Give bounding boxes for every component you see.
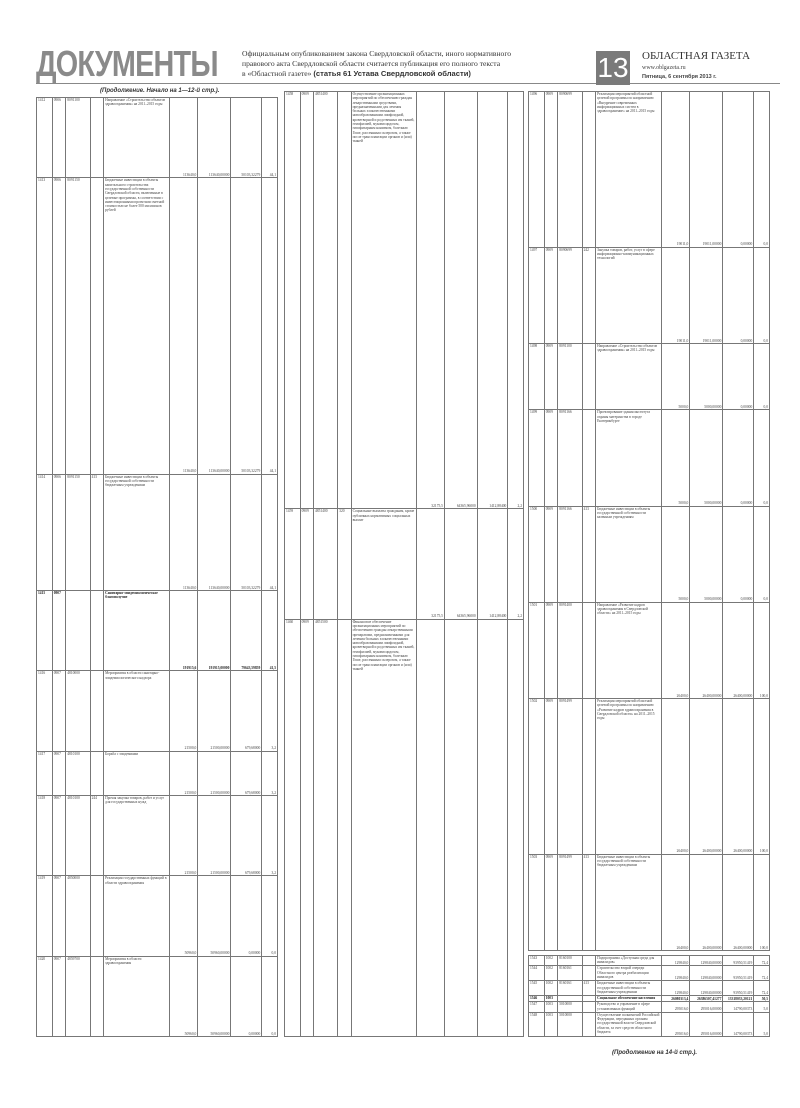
- cell-v3: 0,00000: [231, 956, 262, 1036]
- cell-vr: [582, 410, 596, 506]
- page-header: [36, 45, 780, 84]
- table-row: [285, 92, 524, 509]
- cell-sec: 1003: [544, 1012, 558, 1036]
- cell-v3: 679,68000: [231, 795, 262, 875]
- cell-v3: 50103,32279: [231, 98, 262, 178]
- cell-n: 1502: [529, 698, 545, 854]
- cell-vr: [90, 671, 104, 751]
- table-row: [529, 956, 770, 966]
- cell-vr: 413: [582, 854, 596, 950]
- cell-csr: 4851500: [313, 619, 337, 1036]
- cell-vr: [582, 966, 596, 981]
- cell-vr: 320: [338, 509, 351, 619]
- cell-n: 1500: [529, 506, 545, 602]
- cell-v1: 26400,0: [661, 698, 690, 854]
- cell-v2: 21500,00000: [198, 795, 231, 875]
- cell-desc: Реализация государственных функций в области здравоохранения: [104, 876, 170, 956]
- cell-vr: 244: [90, 795, 104, 875]
- cell-sec: 0906: [52, 474, 66, 590]
- cell-desc: Направление «Развитие кадров здравоохранения в Свердловской области» на 2011–2015 годы: [596, 602, 662, 698]
- cell-n: 1412: [37, 98, 53, 178]
- cell-csr: 8091150: [66, 178, 90, 474]
- cell-vr: 242: [582, 247, 596, 343]
- cell-v1: 295016,0: [661, 1012, 690, 1036]
- cell-p: [508, 619, 524, 1036]
- cell-csr: 4859700: [66, 956, 90, 1036]
- cell-desc: Мероприятия в области здравоохранения: [104, 956, 170, 1036]
- cell-vr: [582, 343, 596, 409]
- cell-n: 1459: [285, 509, 301, 619]
- cell-v1: 129840,0: [661, 966, 690, 981]
- cell-csr: 4851400: [313, 509, 337, 619]
- newspaper-url[interactable]: www.oblgazeta.ru: [642, 65, 686, 71]
- cell-csr: 8091100: [66, 98, 90, 178]
- cell-v3: 1412,88400: [477, 509, 508, 619]
- cell-p: 100,0: [754, 854, 770, 950]
- page-number: 13: [597, 52, 629, 83]
- cell-n: 1460: [285, 619, 301, 1036]
- cell-sec: 0909: [544, 506, 558, 602]
- table-row: [37, 98, 278, 178]
- cell-p: 41,5: [262, 590, 278, 670]
- cell-v2: 5000,00000: [690, 343, 723, 409]
- table-row: [37, 590, 278, 670]
- cell-sec: 0907: [52, 795, 66, 875]
- cell-v1: 129840,0: [661, 981, 690, 996]
- cell-vr: [338, 619, 351, 1036]
- cell-desc: Проектирование здания института охраны материнства в городе Екатеринбурге: [596, 410, 662, 506]
- cell-v1: 26400,0: [661, 854, 690, 950]
- cell-v2: 19011,00000: [690, 247, 723, 343]
- cell-vr: [90, 876, 104, 956]
- cell-desc: Бюджетные инвестиции в объекты государственной собственности бюджетным учреждениям: [104, 474, 170, 590]
- cell-p: 5,0: [754, 1012, 770, 1036]
- newspaper-name: ОБЛАСТНАЯ ГАЗЕТА: [642, 50, 751, 62]
- cell-v1: 191915,6: [169, 590, 198, 670]
- cell-vr: 413: [90, 474, 104, 590]
- cell-p: 3,2: [262, 751, 278, 795]
- cell-vr: 413: [582, 981, 596, 996]
- cell-v1: 113640,0: [169, 474, 198, 590]
- table-row: [37, 956, 278, 1036]
- cell-v2: 64365,96000: [444, 509, 477, 619]
- table-row: [529, 92, 770, 248]
- cell-n: 1416: [37, 671, 53, 751]
- cell-n: 1458: [285, 92, 301, 509]
- table-row: [529, 1012, 770, 1036]
- cell-sec: 1002: [544, 956, 558, 966]
- cell-v1: 129840,0: [661, 956, 690, 966]
- cell-n: 1497: [529, 247, 545, 343]
- cell-sec: 0907: [52, 751, 66, 795]
- section-title: ДОКУМЕНТЫ: [36, 43, 218, 84]
- cell-desc: Борьба с эпидемиями: [104, 751, 170, 795]
- table-column-1: [36, 97, 278, 1037]
- issue-date: Пятница, 6 сентября 2013 г.: [642, 74, 717, 80]
- table-row: [37, 795, 278, 875]
- cell-csr: [66, 590, 90, 670]
- cell-n: 1498: [529, 343, 545, 409]
- cell-csr: 8091166: [558, 410, 582, 506]
- cell-sec: 0907: [52, 876, 66, 956]
- cell-desc: Подпрограмма «Доступная среда для инвалидов»: [596, 956, 662, 966]
- cell-p: 44,1: [262, 178, 278, 474]
- cell-v2: 5000,00000: [690, 410, 723, 506]
- cell-p: 5,0: [754, 1002, 770, 1012]
- cell-v2: [444, 619, 477, 1036]
- cell-v3: 679,68000: [231, 671, 262, 751]
- cell-sec: 1002: [544, 981, 558, 996]
- lead-line: в «Областной газете»: [242, 69, 312, 78]
- table-row: [529, 1002, 770, 1012]
- cell-sec: 1002: [544, 966, 558, 981]
- cell-n: 1501: [529, 602, 545, 698]
- table-row: [529, 247, 770, 343]
- table-column-3-bottom: [528, 955, 770, 1037]
- cell-desc: Закупка товаров, работ, услуг в сфере информационно-коммуникационных технологий: [596, 247, 662, 343]
- budget-table: [284, 91, 524, 1037]
- cell-v2: 191915,00000: [198, 590, 231, 670]
- cell-sec: 0907: [52, 671, 66, 751]
- cell-csr: 8160161: [558, 966, 582, 981]
- budget-table: [36, 97, 278, 1037]
- lead-bold: (статья 61 Устава Свердловской области): [313, 69, 471, 78]
- cell-n: 1545: [529, 981, 545, 996]
- cell-sec: 0906: [52, 98, 66, 178]
- cell-vr: [338, 92, 351, 509]
- cell-sec: 0909: [544, 247, 558, 343]
- cell-p: 0,0: [754, 506, 770, 602]
- cell-v2: 129840,00000: [690, 966, 723, 981]
- cell-n: 1546: [529, 996, 545, 1002]
- budget-table: [528, 955, 770, 1037]
- table-row: [37, 876, 278, 956]
- cell-v3: 0,00000: [723, 343, 754, 409]
- cell-csr: 5010000: [558, 1012, 582, 1036]
- cell-v1: 5000,0: [661, 506, 690, 602]
- cell-desc: Бюджетные инвестиции в объекты капитального строительства государственной собственности Свердловской области, включенные в целевые программы, в соответствии с инвестиционными проектами сметной стоимостью не более 500 миллионов рублей: [104, 178, 170, 474]
- cell-sec: 1003: [544, 1002, 558, 1012]
- cell-p: 0,0: [262, 876, 278, 956]
- cell-n: 1544: [529, 966, 545, 981]
- cell-v1: 5000,0: [661, 410, 690, 506]
- cell-v3: 93950,51419: [723, 981, 754, 996]
- cell-sec: 0909: [300, 509, 313, 619]
- cell-v2: 19011,00000: [690, 92, 723, 248]
- table-row: [529, 966, 770, 981]
- cell-csr: 8160161: [558, 981, 582, 996]
- table-row: [529, 854, 770, 950]
- cell-p: 72,4: [754, 956, 770, 966]
- cell-v3: 26400,00000: [723, 602, 754, 698]
- cell-vr: 413: [582, 506, 596, 602]
- cell-v3: 0,00000: [723, 506, 754, 602]
- cell-desc: Социальные выплаты гражданам, кроме публичных нормативных социальных выплат: [351, 509, 416, 619]
- cell-v2: 50960,00000: [198, 956, 231, 1036]
- cell-p: 0,0: [262, 956, 278, 1036]
- cell-n: 1413: [37, 178, 53, 474]
- cell-vr: [582, 1012, 596, 1036]
- cell-vr: [90, 178, 104, 474]
- cell-v2: 26386507,41277: [690, 996, 723, 1002]
- cell-csr: 8091166: [558, 506, 582, 602]
- cell-v3: 26400,00000: [723, 854, 754, 950]
- cell-v1: 5000,0: [661, 343, 690, 409]
- cell-n: 1499: [529, 410, 545, 506]
- cell-v3: 93950,51419: [723, 966, 754, 981]
- cell-sec: 0909: [544, 92, 558, 248]
- cell-v2: 129840,00000: [690, 956, 723, 966]
- cell-sec: 0909: [544, 698, 558, 854]
- cell-n: 1414: [37, 474, 53, 590]
- cell-desc: Бюджетные инвестиции в объекты государственной собственности бюджетным учреждениям: [596, 981, 662, 996]
- cell-sec: 0906: [52, 178, 66, 474]
- cell-v1: 32175,5: [416, 92, 444, 509]
- cell-p: 72,4: [754, 981, 770, 996]
- cell-sec: 0907: [52, 956, 66, 1036]
- cell-v1: 295016,0: [661, 1002, 690, 1012]
- cell-sec: 0909: [300, 619, 313, 1036]
- cell-v1: 50960,0: [169, 956, 198, 1036]
- cell-p: 2,2: [508, 92, 524, 509]
- cell-vr: [582, 698, 596, 854]
- cell-vr: [582, 1002, 596, 1012]
- cell-csr: 8091499: [558, 854, 582, 950]
- cell-v2: 295016,00000: [690, 1012, 723, 1036]
- cell-desc: Осуществление полномочий Российской Федерации, переданных органам государственной власти Свердловской области, за счет средств областного бюджета: [596, 1012, 662, 1036]
- cell-desc: Строительство второй очереди Областного центра реабилитации инвалидов: [596, 966, 662, 981]
- cell-desc: Реализация мероприятий областной целевой программы по направлению «Внедрение современных информационных систем в здравоохранение» на 2011–2015 годы: [596, 92, 662, 248]
- cell-v2: 113640,00000: [198, 474, 231, 590]
- cell-sec: 0909: [544, 410, 558, 506]
- cell-desc: Мероприятия в области санитарно-эпидемиологического надзора: [104, 671, 170, 751]
- cell-v2: 26400,00000: [690, 698, 723, 854]
- cell-v3: 1412,88400: [477, 92, 508, 509]
- cell-csr: 5010000: [558, 1002, 582, 1012]
- cell-p: 0,0: [754, 410, 770, 506]
- cell-csr: 8091150: [66, 474, 90, 590]
- cell-p: 44,1: [262, 98, 278, 178]
- cell-v3: 26400,00000: [723, 698, 754, 854]
- continued-to: (Продолжение на 14-й стр.).: [612, 1050, 698, 1056]
- cell-csr: 4851400: [313, 92, 337, 509]
- cell-csr: 4810100: [66, 795, 90, 875]
- cell-csr: 4850000: [66, 876, 90, 956]
- table-column-2: [284, 91, 524, 1037]
- cell-csr: 8090699: [558, 247, 582, 343]
- cell-v2: 26400,00000: [690, 854, 723, 950]
- cell-csr: 8090699: [558, 92, 582, 248]
- cell-v1: 26400,0: [661, 602, 690, 698]
- cell-v1: 19011,0: [661, 92, 690, 248]
- cell-desc: Социальное обеспечение населения: [596, 996, 662, 1002]
- table-row: [285, 619, 524, 1036]
- lead-line: Официальным опубликованием закона Свердловской области, иного нормативного: [242, 49, 512, 58]
- cell-desc: Финансовое обеспечение организационных мероприятий по обеспечению граждан лекарственными препаратами, предназначенными для лечения больных злокачественными новообразованиями лимфоидной, кроветворной и родственных им тканей, гемофилией, муковисцидозом, гипофизарным нанизмом, болезнью Гоше, рассеянным склерозом, а также после трансплантации органов и (или) тканей: [351, 619, 416, 1036]
- cell-sec: 0909: [544, 602, 558, 698]
- cell-vr: [582, 956, 596, 966]
- cell-n: 1496: [529, 92, 545, 248]
- cell-desc: Направление «Строительство объектов здравоохранения» на 2011–2015 годы: [596, 343, 662, 409]
- cell-v2: 64365,96000: [444, 92, 477, 509]
- cell-n: 1419: [37, 876, 53, 956]
- table-row: [285, 509, 524, 619]
- table-row: [529, 410, 770, 506]
- cell-v3: 13318033,20121: [723, 996, 754, 1002]
- table-row: [529, 506, 770, 602]
- cell-v2: 113640,00000: [198, 98, 231, 178]
- cell-v1: 113640,0: [169, 98, 198, 178]
- cell-v1: 21500,0: [169, 671, 198, 751]
- cell-n: 1418: [37, 795, 53, 875]
- cell-vr: [582, 602, 596, 698]
- table-row: [529, 602, 770, 698]
- cell-desc: Санитарно-эпидемиологическое благополучие: [104, 590, 170, 670]
- cell-v3: 0,00000: [231, 876, 262, 956]
- cell-v1: 21500,0: [169, 795, 198, 875]
- cell-v2: 26400,00000: [690, 602, 723, 698]
- cell-csr: 8091100: [558, 343, 582, 409]
- cell-vr: [582, 92, 596, 248]
- cell-csr: 8091400: [558, 602, 582, 698]
- table-row: [37, 178, 278, 474]
- cell-p: 72,4: [754, 966, 770, 981]
- continued-from: (Продолжение. Начало на 1—12-й стр.).: [100, 88, 220, 94]
- header-lead: [242, 49, 582, 79]
- cell-p: 50,5: [754, 996, 770, 1002]
- cell-p: 3,2: [262, 671, 278, 751]
- cell-csr: 8091499: [558, 698, 582, 854]
- table-row: [37, 751, 278, 795]
- cell-p: 3,2: [262, 795, 278, 875]
- cell-v2: 21500,00000: [198, 751, 231, 795]
- cell-v3: 0,00000: [723, 247, 754, 343]
- cell-n: 1547: [529, 1002, 545, 1012]
- table-column-3: [528, 91, 770, 951]
- cell-csr: 4810100: [66, 751, 90, 795]
- table-row: [529, 981, 770, 996]
- cell-v3: 0,00000: [723, 410, 754, 506]
- cell-sec: 1003: [544, 996, 558, 1002]
- cell-csr: 8160100: [558, 956, 582, 966]
- cell-v3: [477, 619, 508, 1036]
- cell-v3: 679,68000: [231, 751, 262, 795]
- cell-sec: 0909: [300, 92, 313, 509]
- cell-n: 1548: [529, 1012, 545, 1036]
- cell-p: 2,2: [508, 509, 524, 619]
- cell-p: 0,0: [754, 343, 770, 409]
- cell-v2: 5000,00000: [690, 506, 723, 602]
- cell-sec: 0907: [52, 590, 66, 670]
- cell-p: 0,0: [754, 247, 770, 343]
- table-row: [529, 343, 770, 409]
- cell-v2: 21500,00000: [198, 671, 231, 751]
- cell-desc: Реализация мероприятий областной целевой программы по направлению «Развитие кадров здравоохранения в Свердловской области» на 2011–2015 годы: [596, 698, 662, 854]
- cell-v3: 14790,00373: [723, 1002, 754, 1012]
- table-row: [529, 698, 770, 854]
- budget-table: [528, 91, 770, 951]
- cell-n: 1420: [37, 956, 53, 1036]
- cell-v3: 50103,32279: [231, 178, 262, 474]
- cell-p: 44,1: [262, 474, 278, 590]
- cell-v1: [416, 619, 444, 1036]
- cell-n: 1543: [529, 956, 545, 966]
- cell-n: 1503: [529, 854, 545, 950]
- cell-v1: 26080313,4: [661, 996, 690, 1002]
- cell-desc: Руководство и управление в сфере установленных функций: [596, 1002, 662, 1012]
- cell-n: 1417: [37, 751, 53, 795]
- cell-v2: 50960,00000: [198, 876, 231, 956]
- cell-v2: 295016,00000: [690, 1002, 723, 1012]
- lead-line: правового акта Свердловской области считается публикация его полного текста: [242, 59, 501, 68]
- cell-desc: Осуществление организационных мероприятий по обеспечению граждан лекарственными средствами, предназначенными для лечения больных злокачественными новообразованиями лимфоидной, кроветворной и родственных им тканей, гемофилией, муковисцидозом, гипофизарным нанизмом, болезнью Гоше, рассеянным склерозом, а также после трансплантации органов и (или) тканей: [351, 92, 416, 509]
- cell-v1: 113640,0: [169, 178, 198, 474]
- cell-desc: Направление «Строительство объектов здравоохранения» на 2011–2015 годы: [104, 98, 170, 178]
- cell-sec: 0909: [544, 854, 558, 950]
- cell-v1: 19011,0: [661, 247, 690, 343]
- cell-v1: 32175,5: [416, 509, 444, 619]
- cell-desc: Бюджетные инвестиции в объекты государственной собственности бюджетным учреждениям: [596, 854, 662, 950]
- cell-p: 100,0: [754, 698, 770, 854]
- cell-vr: [90, 590, 104, 670]
- cell-v2: 113640,00000: [198, 178, 231, 474]
- cell-n: 1415: [37, 590, 53, 670]
- cell-desc: Бюджетные инвестиции в объекты государственной собственности казенным учреждениям: [596, 506, 662, 602]
- cell-vr: [90, 751, 104, 795]
- cell-v3: 79643,59859: [231, 590, 262, 670]
- cell-sec: 0909: [544, 343, 558, 409]
- table-row: [37, 474, 278, 590]
- cell-p: 100,0: [754, 602, 770, 698]
- cell-v3: 93950,51419: [723, 956, 754, 966]
- cell-desc: Прочая закупка товаров, работ и услуг для государственных нужд: [104, 795, 170, 875]
- cell-v3: 50103,32279: [231, 474, 262, 590]
- cell-v2: 129840,00000: [690, 981, 723, 996]
- cell-vr: [90, 956, 104, 1036]
- table-row: [37, 671, 278, 751]
- cell-v1: 21500,0: [169, 751, 198, 795]
- cell-csr: 4810000: [66, 671, 90, 751]
- cell-v3: 14790,00373: [723, 1012, 754, 1036]
- cell-v3: 0,00000: [723, 92, 754, 248]
- cell-p: 0,0: [754, 92, 770, 248]
- cell-v1: 50960,0: [169, 876, 198, 956]
- cell-vr: [90, 98, 104, 178]
